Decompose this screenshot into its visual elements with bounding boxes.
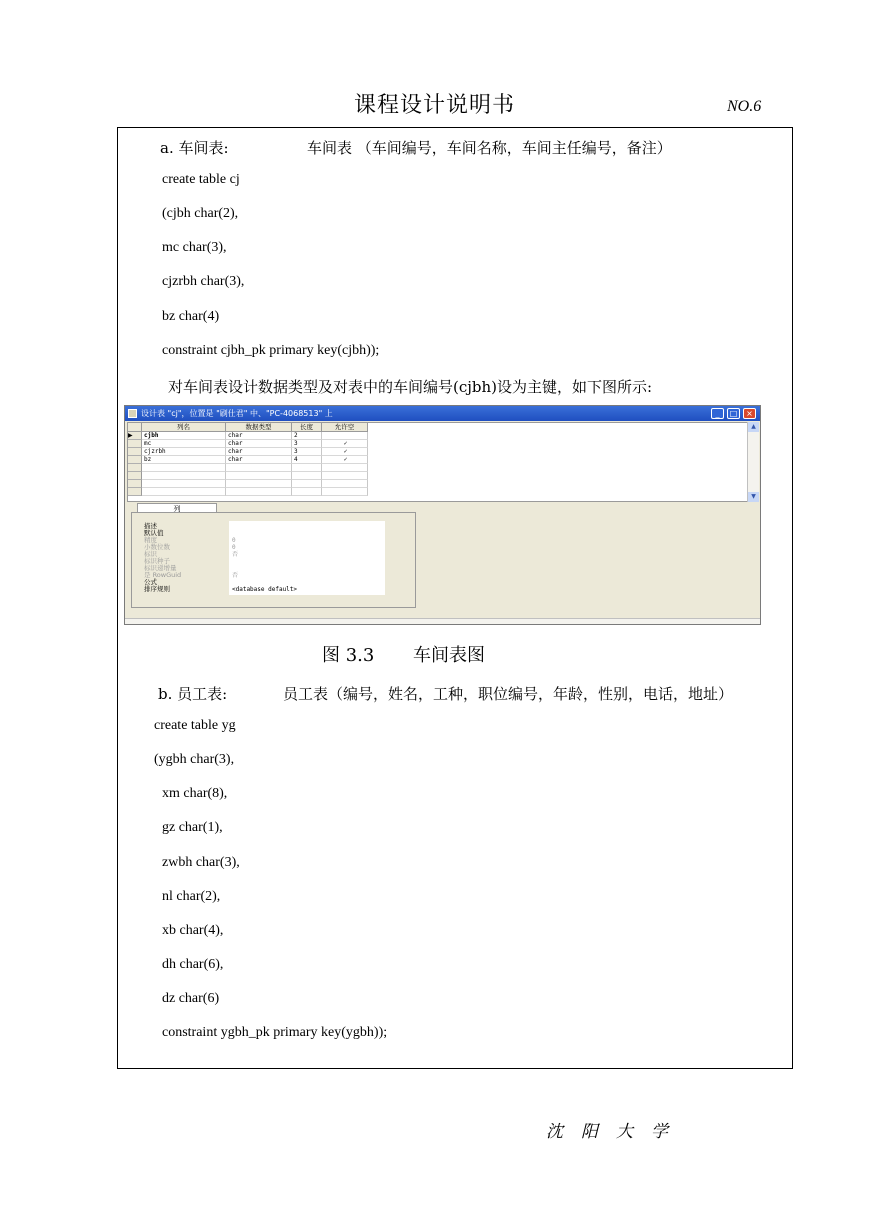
page-title: 课程设计说明书 <box>353 93 515 118</box>
code-line: bz char(4) <box>162 309 220 324</box>
code-line: dz char(6) <box>162 991 220 1006</box>
figure-caption: 车间表图 <box>413 645 485 666</box>
column-header: 长度 <box>292 423 322 432</box>
prop-value: <database default> <box>232 586 298 593</box>
row-header-corner <box>128 423 142 432</box>
property-values-box <box>229 521 385 595</box>
prop-label: 公式 <box>144 578 157 586</box>
grid-cell: 3 <box>292 440 322 448</box>
page-number: NO.6 <box>727 98 762 115</box>
app-icon <box>128 409 137 418</box>
section-a-label: a. 车间表: <box>160 139 229 157</box>
grid-cell: 4 <box>292 456 322 464</box>
grid-cell: mc <box>142 440 226 448</box>
grid-cell: char <box>226 448 292 456</box>
grid-cell: char <box>226 440 292 448</box>
prop-label: 是 RowGuid <box>144 571 182 579</box>
horizontal-scrollbar <box>125 618 760 625</box>
tab-columns: 列 <box>137 503 217 513</box>
scroll-down-icon: ▼ <box>748 492 759 502</box>
code-line: zwbh char(3), <box>162 855 240 870</box>
column-header: 数据类型 <box>226 423 292 432</box>
row-header <box>128 488 142 496</box>
grid-cell: ✓ <box>322 448 368 456</box>
prop-label: 描述 <box>144 522 157 530</box>
code-line: cjzrbh char(3), <box>162 274 245 289</box>
code-line: (ygbh char(3), <box>154 752 235 767</box>
column-properties-panel <box>131 512 416 608</box>
prop-label: 精度 <box>144 536 157 544</box>
row-header <box>128 448 142 456</box>
code-line: create table yg <box>154 718 236 733</box>
prop-label: 排序规则 <box>144 585 170 593</box>
code-line: xm char(8), <box>162 786 228 801</box>
grid-cell-empty <box>142 488 226 496</box>
grid-cell: ✓ <box>322 456 368 464</box>
vertical-scrollbar <box>747 422 759 502</box>
grid-cell-empty <box>226 488 292 496</box>
grid-cell: 2 <box>292 432 322 440</box>
code-line: gz char(1), <box>162 820 223 835</box>
figure-number: 图 3.3 <box>322 645 375 666</box>
prop-value: 否 <box>232 551 239 558</box>
code-line: constraint cjbh_pk primary key(cjbh)); <box>162 343 380 358</box>
code-line: constraint ygbh_pk primary key(ygbh)); <box>162 1025 388 1040</box>
grid-cell-empty <box>142 480 226 488</box>
scroll-up-icon: ▲ <box>748 422 759 432</box>
footer-university: 沈阳大学 <box>546 1122 686 1142</box>
grid-cell-empty <box>292 480 322 488</box>
grid-cell-empty <box>292 472 322 480</box>
minimize-icon: _ <box>711 408 724 419</box>
window-title: 设计表 "cj"，位置是 "刷仕君" 中、"PC-4068513" 上 <box>141 409 333 418</box>
grid-cell: cjzrbh <box>142 448 226 456</box>
code-line: nl char(2), <box>162 889 221 904</box>
row-header <box>128 456 142 464</box>
section-a-description: 对车间表设计数据类型及对表中的车间编号(cjbh)设为主键，如下图所示: <box>168 378 653 396</box>
section-b-label: b. 员工表: <box>158 685 228 703</box>
column-header: 列名 <box>142 423 226 432</box>
grid-cell-empty <box>226 480 292 488</box>
code-line: mc char(3), <box>162 240 227 255</box>
row-header <box>128 464 142 472</box>
grid-cell-empty <box>322 480 368 488</box>
close-icon: × <box>743 408 756 419</box>
row-header <box>128 472 142 480</box>
grid-cell-empty <box>142 464 226 472</box>
code-line: create table cj <box>162 172 240 187</box>
grid-cell: bz <box>142 456 226 464</box>
prop-label: 标识种子 <box>144 557 170 565</box>
maximize-icon: □ <box>727 408 740 419</box>
grid-cell-empty <box>292 464 322 472</box>
grid-cell-empty <box>322 464 368 472</box>
grid-cell-empty <box>226 472 292 480</box>
column-header: 允许空 <box>322 423 368 432</box>
prop-value: 否 <box>232 572 239 579</box>
prop-label: 默认值 <box>144 529 164 537</box>
code-line: xb char(4), <box>162 923 224 938</box>
design-table-screenshot <box>124 405 761 625</box>
prop-value: 0 <box>232 537 236 544</box>
grid-cell <box>322 432 368 440</box>
prop-label: 标识递增量 <box>144 564 177 572</box>
code-line: dh char(6), <box>162 957 224 972</box>
prop-label: 小数位数 <box>144 543 170 551</box>
grid-cell-empty <box>322 472 368 480</box>
row-selector-key-icon: ▶ <box>128 432 142 440</box>
grid-cell: ✓ <box>322 440 368 448</box>
grid-cell: cjbh <box>142 432 226 440</box>
grid-cell: char <box>226 456 292 464</box>
row-header <box>128 480 142 488</box>
grid-cell-empty <box>226 464 292 472</box>
grid-cell: 3 <box>292 448 322 456</box>
grid-cell-empty <box>322 488 368 496</box>
code-line: (cjbh char(2), <box>162 206 239 221</box>
grid-cell: char <box>226 432 292 440</box>
section-a-schema: 车间表 （车间编号，车间名称，车间主任编号，备注） <box>307 139 672 157</box>
section-b-schema: 员工表（编号，姓名，工种，职位编号，年龄，性别，电话，地址） <box>283 685 734 703</box>
columns-grid <box>127 422 749 502</box>
prop-label: 标识 <box>144 550 157 558</box>
window-titlebar <box>125 406 760 421</box>
grid-cell-empty <box>142 472 226 480</box>
prop-value: 0 <box>232 544 236 551</box>
row-header <box>128 440 142 448</box>
grid-cell-empty <box>292 488 322 496</box>
